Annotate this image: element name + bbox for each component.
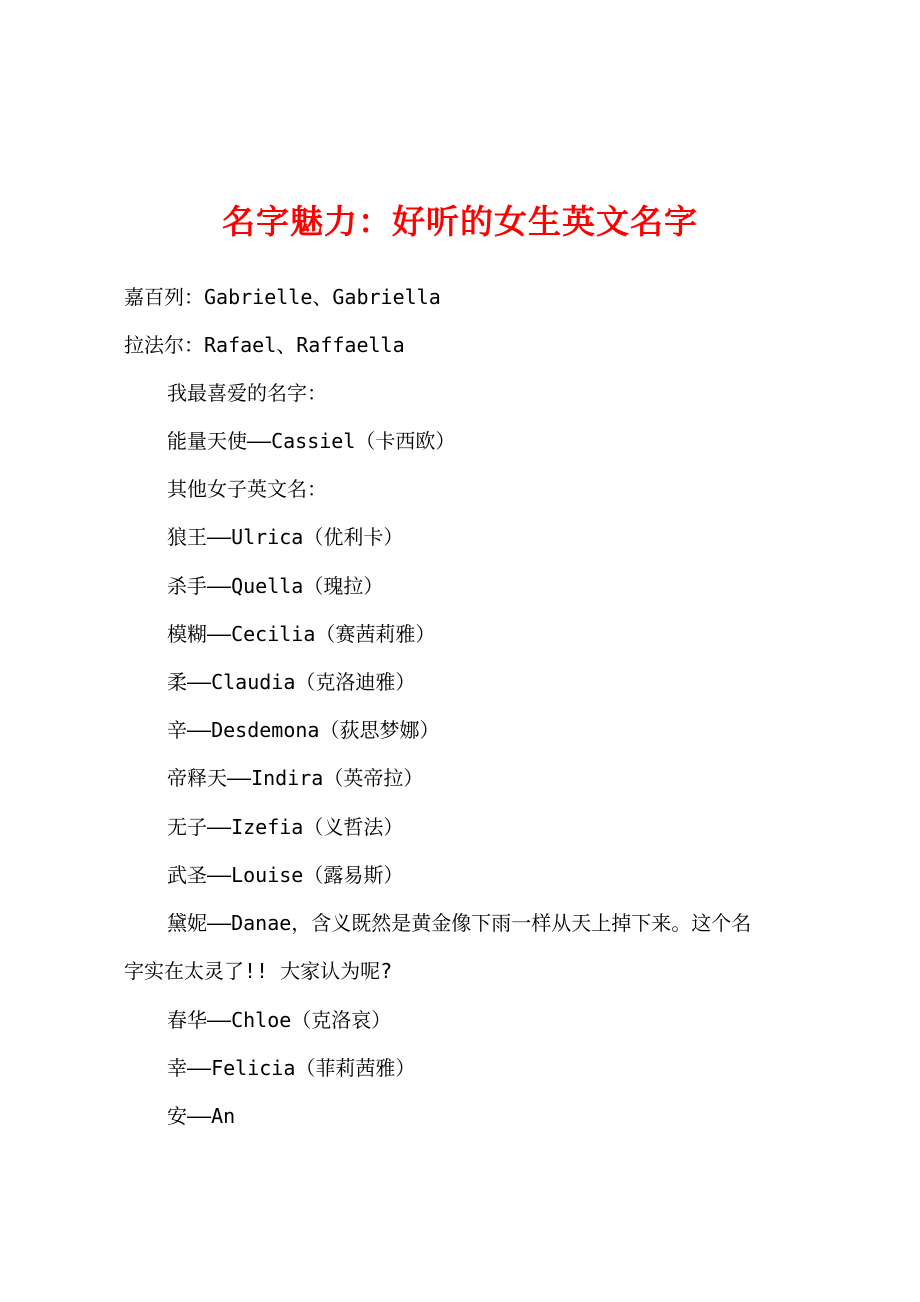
- text-line-quella: 杀手——Quella（瑰拉）: [167, 574, 384, 598]
- text-line-cassiel: 能量天使——Cassiel（卡西欧）: [167, 429, 456, 453]
- text-line-cecilia: 模糊——Cecilia（赛茜莉雅）: [167, 622, 436, 646]
- document-title: 名字魅力：好听的女生英文名字: [222, 202, 698, 241]
- text-line-ulrica: 狼王——Ulrica（优利卡）: [167, 525, 404, 549]
- text-line-indira: 帝释天——Indira（英帝拉）: [167, 766, 424, 790]
- text-line-rafael: 拉法尔：Rafael、Raffaella: [124, 333, 405, 357]
- text-line-gabrielle: 嘉百列：Gabrielle、Gabriella: [124, 285, 441, 309]
- text-line-desdemona: 辛——Desdemona（荻思梦娜）: [167, 718, 440, 742]
- text-line-claudia: 柔——Claudia（克洛迪雅）: [167, 670, 416, 694]
- text-line-favorite-heading: 我最喜爱的名字：: [167, 381, 327, 405]
- text-line-danae-continued: 字实在太灵了!! 大家认为呢?: [124, 959, 393, 983]
- text-line-louise: 武圣——Louise（露易斯）: [167, 863, 404, 887]
- text-line-danae: 黛妮——Danae，含义既然是黄金像下雨一样从天上掉下来。这个名: [167, 911, 752, 935]
- text-line-an: 安——An: [167, 1104, 236, 1128]
- text-line-chloe: 春华——Chloe（克洛哀）: [167, 1008, 392, 1032]
- text-line-izefia: 无子——Izefia（义哲法）: [167, 815, 404, 839]
- text-line-other-heading: 其他女子英文名：: [167, 477, 327, 501]
- text-line-felicia: 幸——Felicia（菲莉茜雅）: [167, 1056, 416, 1080]
